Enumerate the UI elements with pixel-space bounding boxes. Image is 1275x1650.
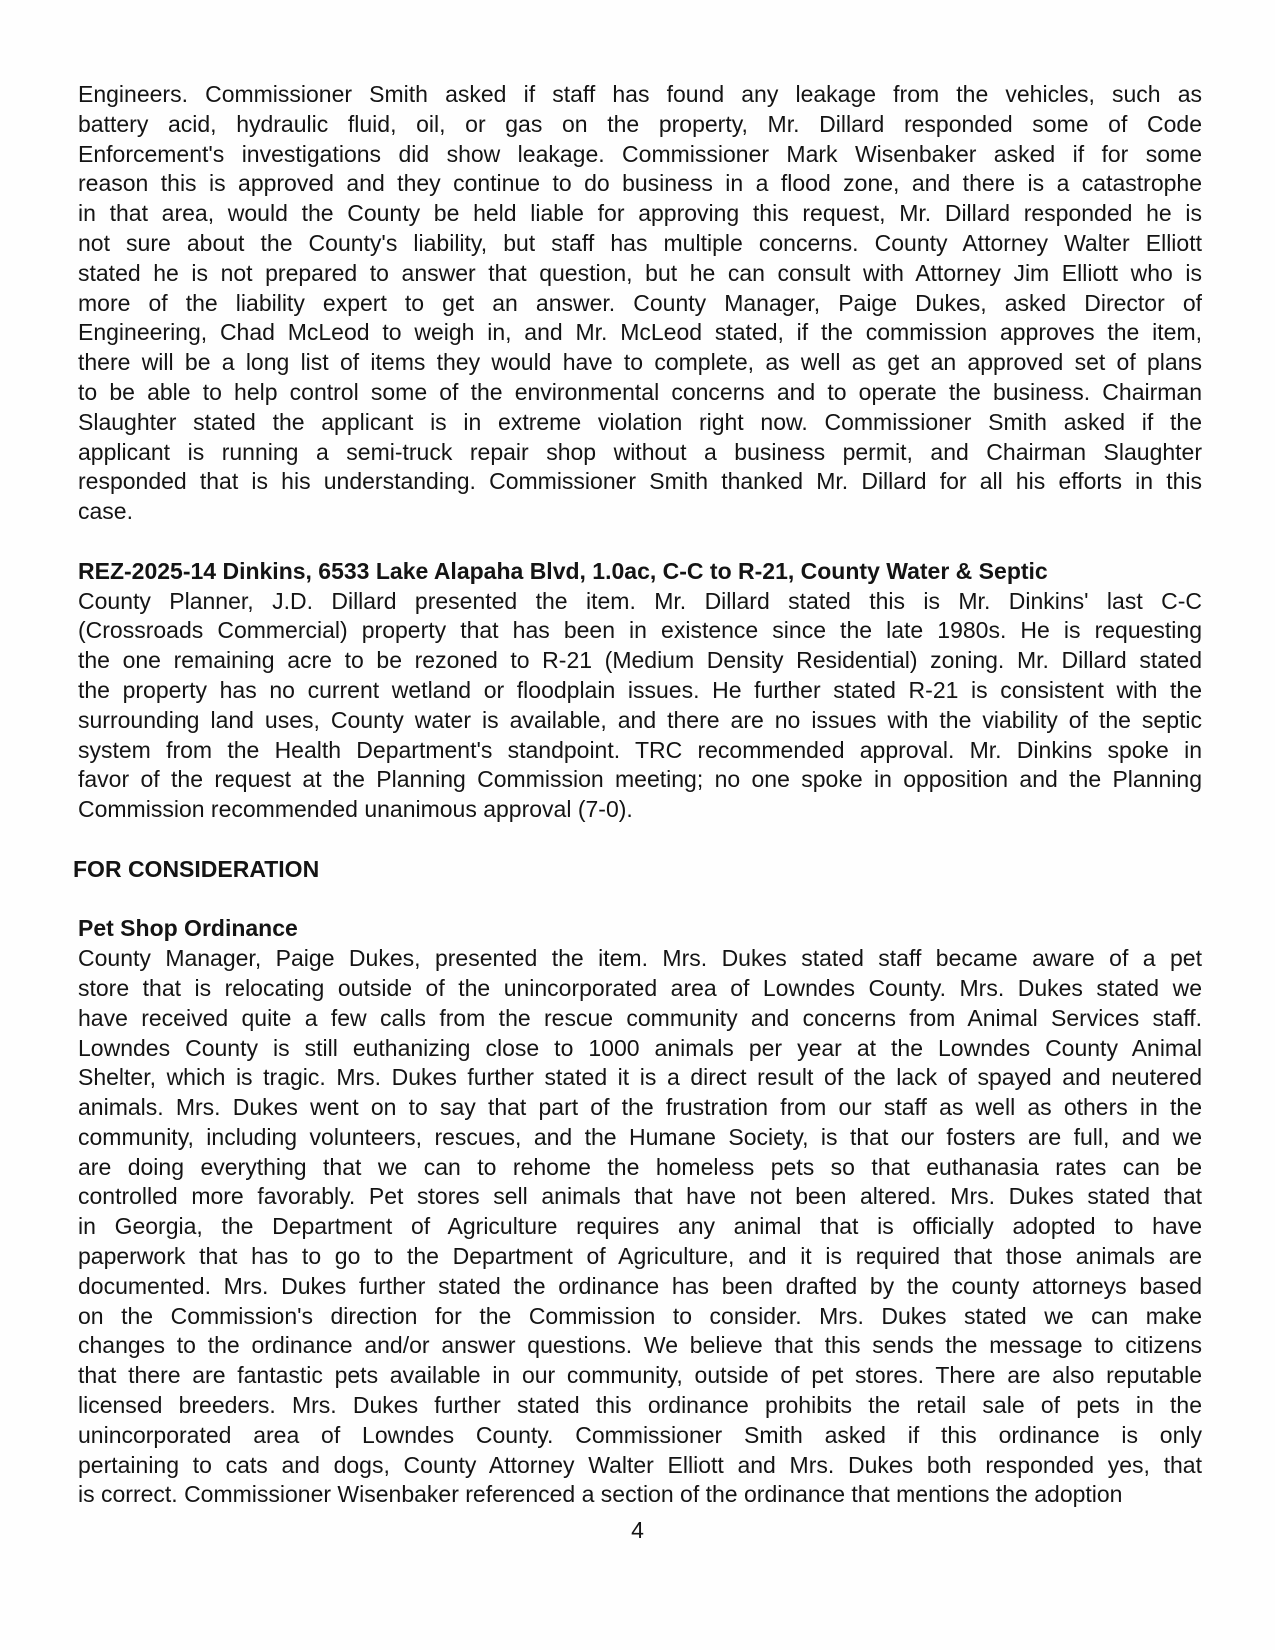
paragraph-line: pertaining to cats and dogs, County Attorney Walter Elliott and Mrs. Dukes both responded yes, that [78, 1451, 1202, 1478]
paragraph-line: in that area, would the County be held liable for approving this request, Mr. Dillard responded he is [78, 200, 1202, 227]
paragraph-line: system from the Health Department's standpoint. TRC recommended approval. Mr. Dinkins spoke in [78, 736, 1202, 763]
paragraph-line: stated he is not prepared to answer that question, but he can consult with Attorney Jim Elliott who is [78, 259, 1202, 286]
paragraph-line: Lowndes County is still euthanizing close to 1000 animals per year at the Lowndes County Animal [78, 1034, 1202, 1061]
paragraph-rez-2025-13-discussion [78, 80, 1202, 527]
paragraph-line: there will be a long list of items they would have to complete, as well as get an approved set of plans [78, 349, 1202, 376]
blank-line [78, 527, 1202, 557]
paragraph-line: case. [78, 498, 133, 525]
paragraph-line: surrounding land uses, County water is available, and there are no issues with the viability of the septic [78, 706, 1202, 733]
paragraph-line: Engineers. Commissioner Smith asked if staff has found any leakage from the vehicles, such as [78, 81, 1202, 107]
paragraph-line: Shelter, which is tragic. Mrs. Dukes further stated it is a direct result of the lack of spayed and neutered [78, 1064, 1202, 1091]
paragraph-line: paperwork that has to go to the Department of Agriculture, and it is required that those animals are [78, 1243, 1202, 1270]
paragraph-line: Engineering, Chad McLeod to weigh in, and Mr. McLeod stated, if the commission approves the item, [78, 319, 1202, 346]
paragraph-line: is correct. Commissioner Wisenbaker referenced a section of the ordinance that mentions the adoption [78, 1481, 1123, 1508]
paragraph-line: on the Commission's direction for the Commission to consider. Mrs. Dukes stated we can make [78, 1302, 1202, 1329]
paragraph-line: (Crossroads Commercial) property that has been in existence since the late 1980s. He is requesting [78, 617, 1202, 644]
paragraph-line: more of the liability expert to get an answer. County Manager, Paige Dukes, asked Director of [78, 289, 1202, 316]
paragraph-line: changes to the ordinance and/or answer questions. We believe that this sends the message to citizens [78, 1332, 1202, 1359]
paragraph-line: to be able to help control some of the environmental concerns and to operate the business. Chairman [78, 378, 1202, 405]
paragraph-line: applicant is running a semi-truck repair shop without a business permit, and Chairman Slaughter [78, 438, 1202, 465]
paragraph-rez-2025-14 [78, 587, 1202, 825]
paragraph-line: store that is relocating outside of the unincorporated area of Lowndes County. Mrs. Dukes stated we [78, 974, 1202, 1001]
paragraph-line: community, including volunteers, rescues, and the Humane Society, is that our fosters are full, and we [78, 1123, 1202, 1150]
paragraph-line: have received quite a few calls from the rescue community and concerns from Animal Services staff. [78, 1004, 1202, 1031]
document-content [73, 80, 1202, 1510]
paragraph-line: in Georgia, the Department of Agriculture requires any animal that is officially adopted to have [78, 1213, 1202, 1240]
paragraph-line: County Manager, Paige Dukes, presented the item. Mrs. Dukes stated staff became aware of a pet [78, 945, 1202, 972]
heading-pet-shop-ordinance: Pet Shop Ordinance [78, 915, 298, 942]
paragraph-line: County Planner, J.D. Dillard presented the item. Mr. Dillard stated this is Mr. Dinkins' last C-C [78, 587, 1202, 614]
paragraph-line: Slaughter stated the applicant is in extreme violation right now. Commissioner Smith asked if the [78, 408, 1202, 435]
paragraph-line: reason this is approved and they continue to do business in a flood zone, and there is a catastrophe [78, 170, 1202, 197]
paragraph-line: animals. Mrs. Dukes went on to say that part of the frustration from our staff as well as others in the [78, 1094, 1202, 1121]
paragraph-line: not sure about the County's liability, but staff has multiple concerns. County Attorney Walter Elliott [78, 229, 1202, 256]
paragraph-line: licensed breeders. Mrs. Dukes further stated this ordinance prohibits the retail sale of pets in the [78, 1392, 1202, 1419]
paragraph-line: that there are fantastic pets available in our community, outside of pet stores. There are also reputable [78, 1362, 1202, 1389]
paragraph-line: the property has no current wetland or floodplain issues. He further stated R-21 is consistent with the [78, 676, 1202, 703]
paragraph-line: documented. Mrs. Dukes further stated the ordinance has been drafted by the county attorneys based [78, 1272, 1202, 1299]
paragraph-line: Commission recommended unanimous approval (7-0). [78, 796, 633, 823]
paragraph-line: the one remaining acre to be rezoned to R-21 (Medium Density Residential) zoning. Mr. Dillard stated [78, 647, 1202, 674]
paragraph-line: responded that is his understanding. Commissioner Smith thanked Mr. Dillard for all his efforts in this [78, 468, 1202, 495]
page-number: 4 [631, 1517, 644, 1543]
paragraph-line: battery acid, hydraulic fluid, oil, or gas on the property, Mr. Dillard responded some of Code [78, 110, 1202, 137]
blank-line [78, 885, 1202, 915]
paragraph-line: controlled more favorably. Pet stores sell animals that have not been altered. Mrs. Dukes stated that [78, 1183, 1202, 1210]
paragraph-pet-shop-ordinance [78, 944, 1202, 1510]
paragraph-line: are doing everything that we can to rehome the homeless pets so that euthanasia rates can be [78, 1153, 1202, 1180]
heading-rez-2025-14: REZ-2025-14 Dinkins, 6533 Lake Alapaha Blvd, 1.0ac, C-C to R-21, County Water & Septic [78, 557, 1048, 584]
paragraph-line: unincorporated area of Lowndes County. Commissioner Smith asked if this ordinance is only [78, 1421, 1202, 1448]
blank-line [78, 825, 1202, 855]
paragraph-line: Enforcement's investigations did show leakage. Commissioner Mark Wisenbaker asked if for some [78, 140, 1202, 167]
heading-for-consideration: FOR CONSIDERATION [73, 855, 320, 882]
paragraph-line: favor of the request at the Planning Commission meeting; no one spoke in opposition and the Planning [78, 766, 1202, 793]
